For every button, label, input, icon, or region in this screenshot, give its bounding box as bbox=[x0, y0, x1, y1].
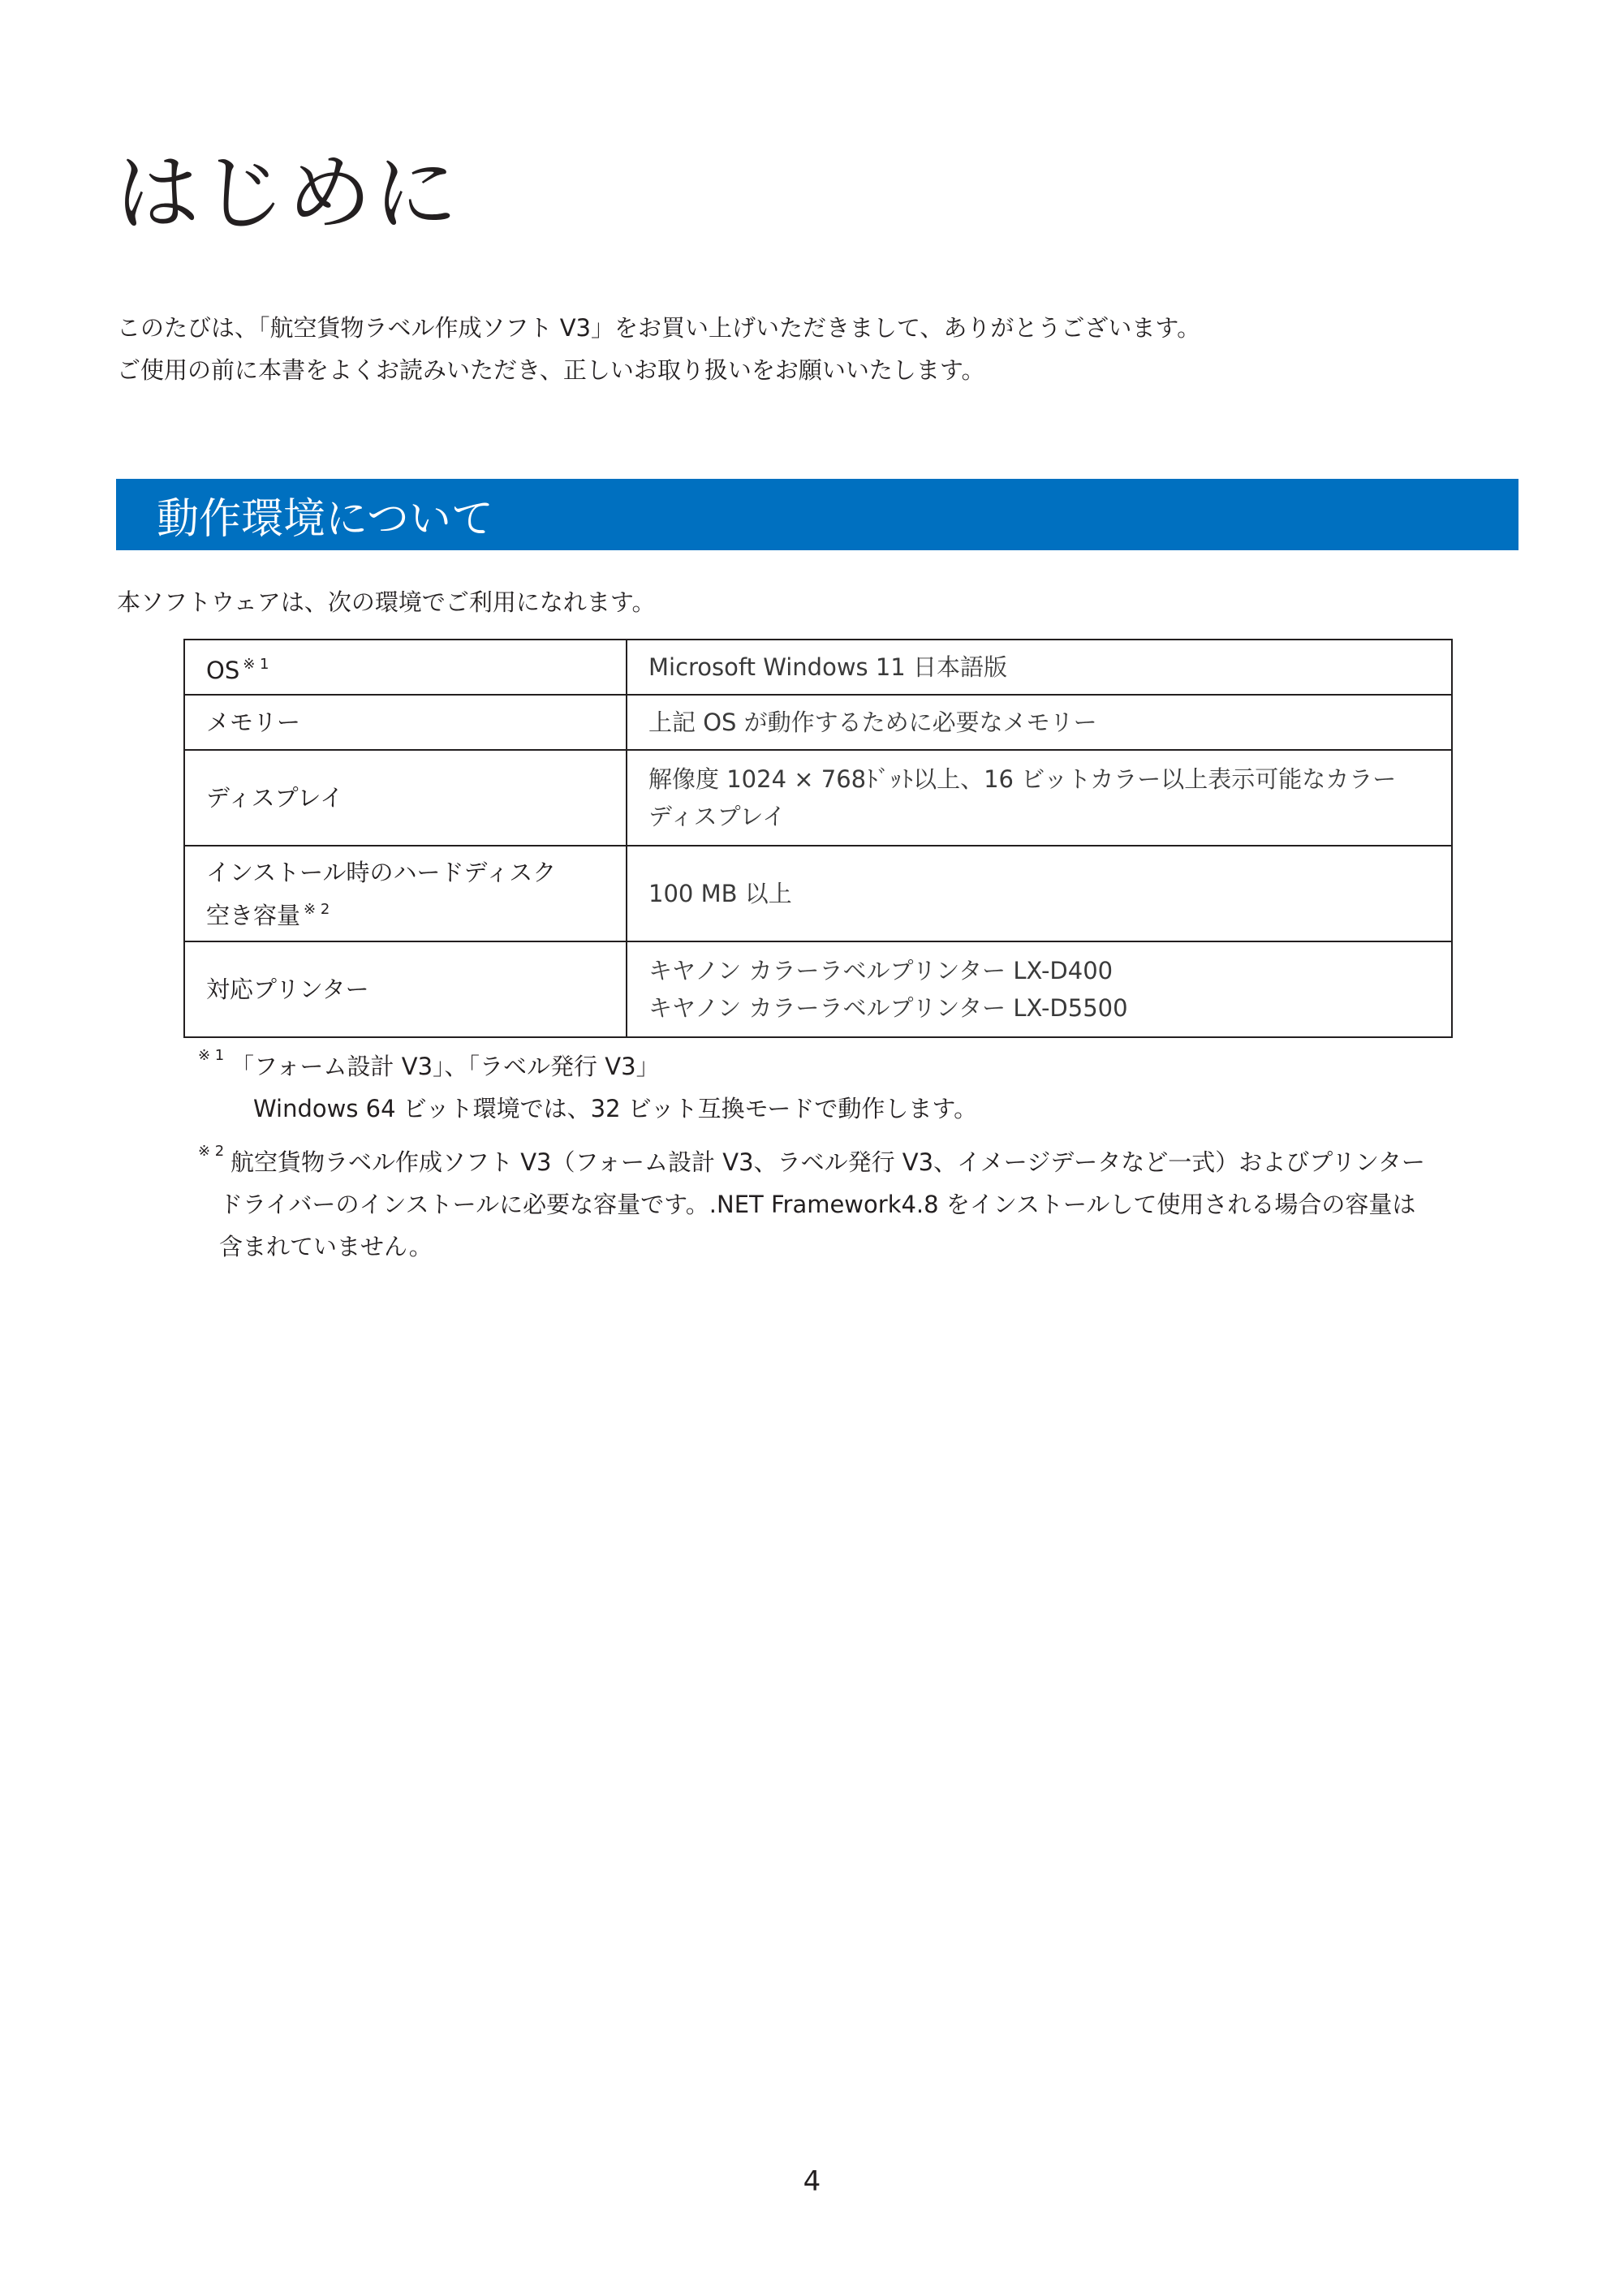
footnote-text: Windows 64 ビット環境では、32 ビット互換モードで動作します。 bbox=[253, 1095, 978, 1122]
table-row bbox=[184, 750, 1452, 846]
section-header-bar bbox=[116, 479, 1518, 550]
row-value-text: キヤノン カラーラベルプリンター LX-D400 bbox=[648, 957, 1114, 984]
row-label-text: 空き容量 bbox=[206, 901, 301, 929]
row-label-text: メモリー bbox=[206, 709, 301, 736]
row-label bbox=[184, 695, 627, 750]
footnote-mark: ※ 2 bbox=[198, 1143, 225, 1160]
row-label-text: ディスプレイ bbox=[206, 784, 344, 812]
table-row bbox=[184, 695, 1452, 750]
row-value bbox=[627, 750, 1452, 846]
intro-line: このたびは、「航空貨物ラベル作成ソフト V3」をお買い上げいただきまして、ありがとうございます。 bbox=[117, 314, 1201, 342]
page-title: はじめに bbox=[115, 144, 460, 243]
row-value bbox=[627, 846, 1452, 941]
table-row bbox=[184, 846, 1452, 941]
row-value-text: キヤノン カラーラベルプリンター LX-D5500 bbox=[648, 994, 1128, 1022]
intro-line: ご使用の前に本書をよくお読みいただき、正しいお取り扱いをお願いいたします。 bbox=[117, 356, 985, 384]
row-label bbox=[184, 750, 627, 846]
section-title: 動作環境について bbox=[157, 494, 493, 544]
footnote bbox=[198, 1141, 1464, 1268]
row-label-text: 対応プリンター bbox=[206, 976, 369, 1003]
row-value bbox=[627, 695, 1452, 750]
footnote bbox=[198, 1045, 1464, 1130]
row-value bbox=[627, 941, 1452, 1037]
row-value-text: 解像度 1024 × 768ﾄﾞｯﾄ以上、16 ビットカラー以上表示可能なカラー bbox=[648, 765, 1397, 793]
row-value-text: 100 MB 以上 bbox=[648, 880, 792, 907]
row-value bbox=[627, 640, 1452, 695]
footnote-text: 「フォーム設計 V3」、「ラベル発行 V3」 bbox=[230, 1053, 660, 1080]
table-row bbox=[184, 640, 1452, 695]
footnote-mark: ※ 2 bbox=[304, 900, 330, 918]
intro-text bbox=[117, 307, 1513, 391]
row-value-text: ディスプレイ bbox=[648, 803, 786, 830]
row-label bbox=[184, 640, 627, 695]
table-row bbox=[184, 941, 1452, 1037]
footnote-text: 航空貨物ラベル作成ソフト V3（フォーム設計 V3、ラベル発行 V3、イメージデータなど一式）およびプリンタードライバーのインストールに必要な容量です。.NET Framework4.8 をインストールして使用される場合の容量は含まれていません。 bbox=[219, 1148, 1425, 1260]
row-label-text: インストール時のハードディスク bbox=[206, 858, 557, 886]
row-label-text: OS bbox=[206, 656, 240, 684]
row-value-text: Microsoft Windows 11 日本語版 bbox=[648, 653, 1007, 681]
page-number: 4 bbox=[803, 2165, 821, 2198]
footnote-mark: ※ 1 bbox=[243, 655, 269, 673]
row-value-text: 上記 OS が動作するために必要なメモリー bbox=[648, 709, 1097, 736]
requirements-table bbox=[183, 639, 1453, 1038]
row-label bbox=[184, 846, 627, 941]
footnotes bbox=[198, 1045, 1464, 1268]
section-intro: 本ソフトウェアは、次の環境でご利用になれます。 bbox=[117, 588, 656, 616]
row-label bbox=[184, 941, 627, 1037]
footnote-mark: ※ 1 bbox=[198, 1047, 225, 1064]
